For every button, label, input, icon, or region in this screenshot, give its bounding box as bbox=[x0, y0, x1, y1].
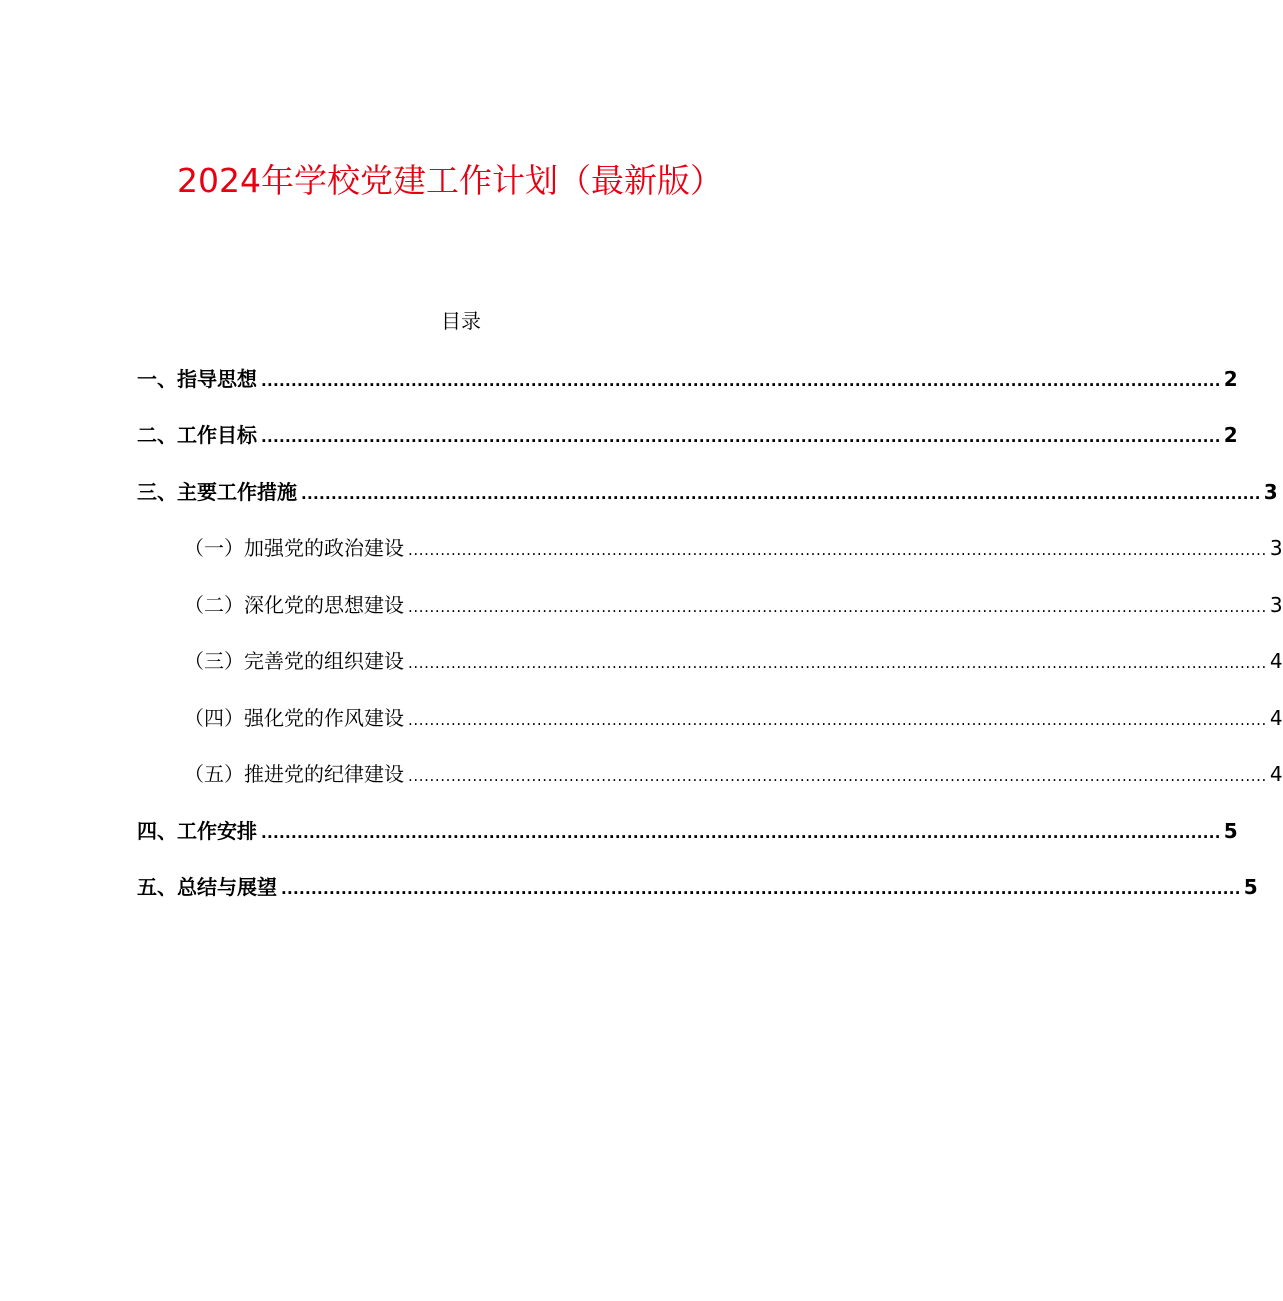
toc-leader-dots: ................................................................................................................................................................ bbox=[261, 372, 1221, 390]
toc-entry-page: 3 bbox=[1269, 536, 1283, 560]
toc-entry-page: 2 bbox=[1223, 367, 1238, 391]
toc-entry-label: 三、主要工作措施 bbox=[137, 480, 297, 504]
toc-entry[interactable] bbox=[184, 590, 1283, 620]
toc-entry-label: （四）强化党的作风建设 bbox=[184, 706, 404, 730]
toc-entry[interactable] bbox=[184, 703, 1283, 733]
toc-leader-dots: ................................................................................................................................................................ bbox=[301, 485, 1261, 503]
toc-leader-dots: ................................................................................................................................................................ bbox=[408, 711, 1267, 729]
toc-entry[interactable] bbox=[137, 477, 1278, 507]
toc-leader-dots: ................................................................................................................................................................ bbox=[408, 767, 1267, 785]
toc-entry-page: 4 bbox=[1269, 762, 1283, 786]
toc-entry-page: 4 bbox=[1269, 706, 1283, 730]
toc-entry-page: 4 bbox=[1269, 649, 1283, 673]
toc-entry-label: 一、指导思想 bbox=[137, 367, 257, 391]
toc-entry[interactable] bbox=[184, 533, 1283, 563]
toc-entry-page: 3 bbox=[1269, 593, 1283, 617]
toc-entry-page: 2 bbox=[1223, 423, 1238, 447]
toc-entry-page: 5 bbox=[1243, 875, 1258, 899]
toc-entry-label: 四、工作安排 bbox=[137, 819, 257, 843]
toc-entry-label: （二）深化党的思想建设 bbox=[184, 593, 404, 617]
toc-entry[interactable] bbox=[137, 872, 1258, 902]
toc-entry-label: （五）推进党的纪律建设 bbox=[184, 762, 404, 786]
toc-entry-label: （一）加强党的政治建设 bbox=[184, 536, 404, 560]
toc-leader-dots: ................................................................................................................................................................ bbox=[261, 428, 1221, 446]
toc-heading: 目录 bbox=[441, 309, 481, 333]
toc-entry[interactable] bbox=[184, 646, 1283, 676]
toc-leader-dots: ................................................................................................................................................................ bbox=[281, 880, 1241, 898]
toc-entry[interactable] bbox=[137, 364, 1238, 394]
toc-leader-dots: ................................................................................................................................................................ bbox=[408, 654, 1267, 672]
toc-entry-page: 5 bbox=[1223, 819, 1238, 843]
toc-entry-label: 二、工作目标 bbox=[137, 423, 257, 447]
toc-entry[interactable] bbox=[137, 816, 1238, 846]
toc-leader-dots: ................................................................................................................................................................ bbox=[408, 541, 1267, 559]
toc-entry-page: 3 bbox=[1263, 480, 1278, 504]
toc-entry[interactable] bbox=[137, 420, 1238, 450]
toc-entry-label: （三）完善党的组织建设 bbox=[184, 649, 404, 673]
toc-entry-label: 五、总结与展望 bbox=[137, 875, 277, 899]
toc-entry[interactable] bbox=[184, 759, 1283, 789]
document-title: 2024年学校党建工作计划（最新版） bbox=[177, 161, 723, 200]
toc-leader-dots: ................................................................................................................................................................ bbox=[261, 824, 1221, 842]
toc-leader-dots: ................................................................................................................................................................ bbox=[408, 598, 1267, 616]
